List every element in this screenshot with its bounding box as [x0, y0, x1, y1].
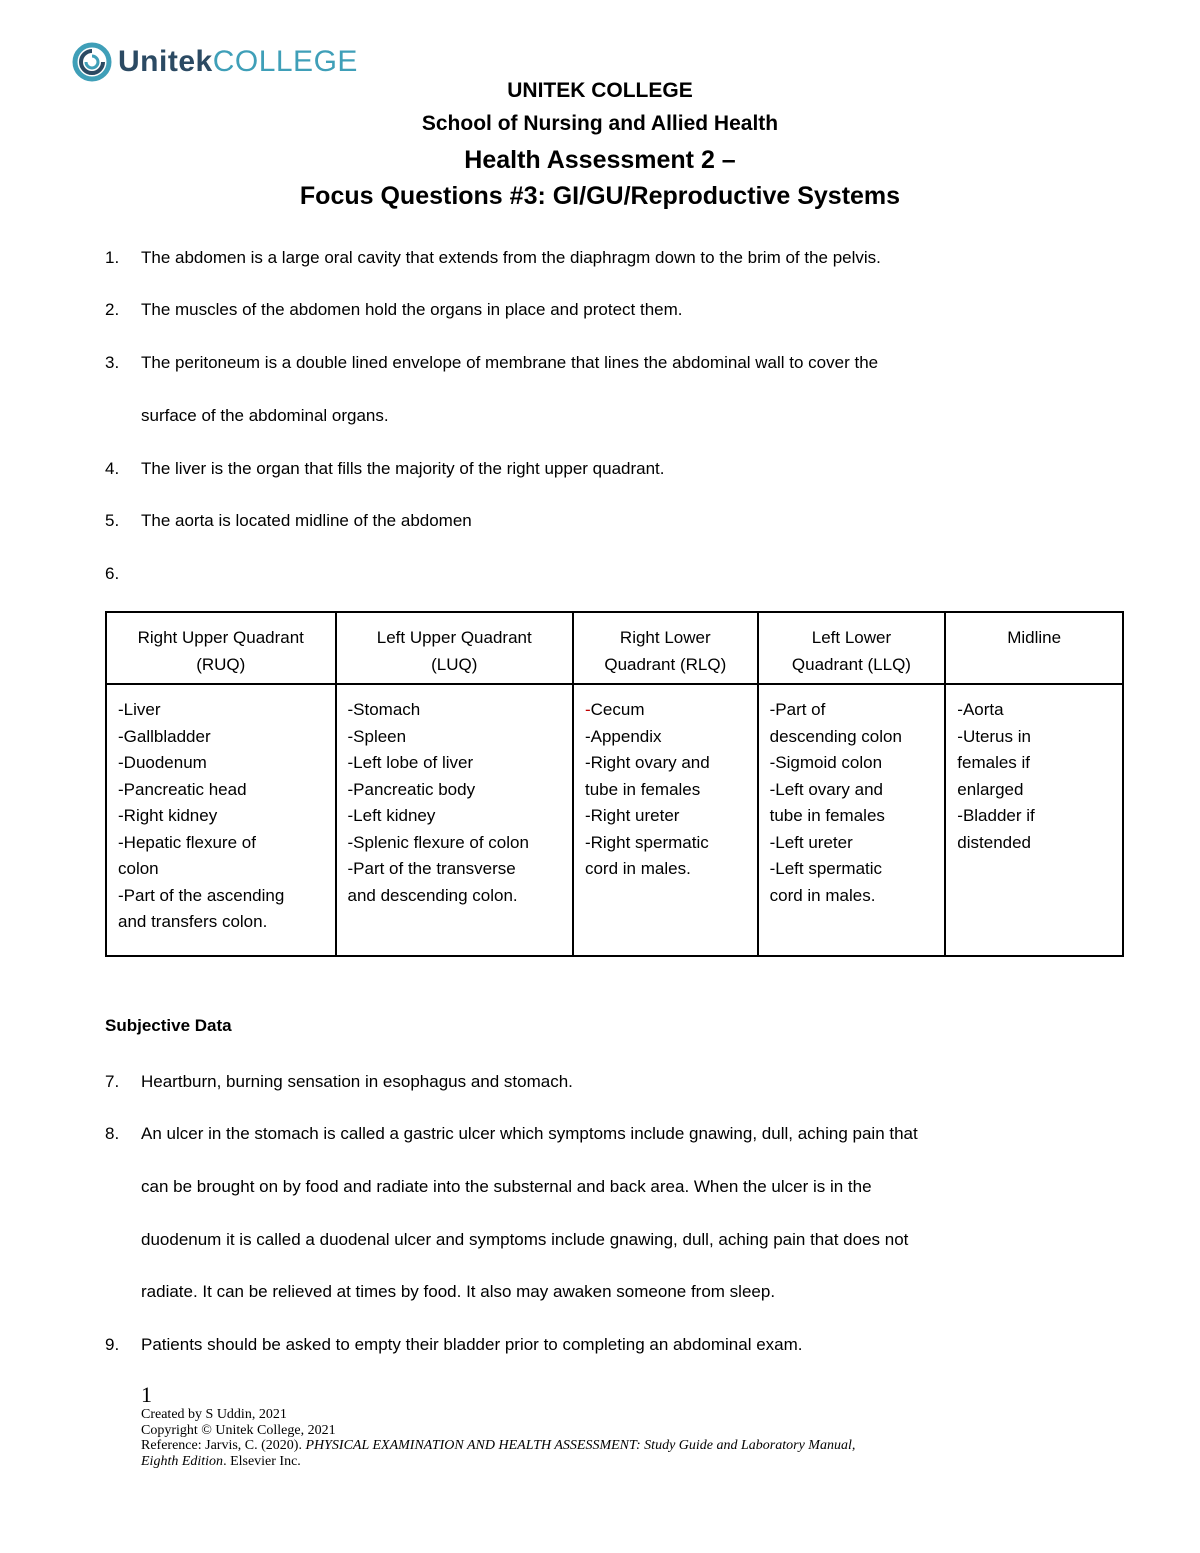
document-header	[0, 76, 1200, 214]
question-2: 2. The muscles of the abdomen hold the organs in place and protect them.	[105, 300, 683, 319]
question-7: 7. Heartburn, burning sensation in esophagus and stomach.	[105, 1072, 573, 1091]
table-row	[106, 684, 1123, 956]
document-title: Focus Questions #3: GI/GU/Reproductive Systems	[299, 182, 901, 210]
reference: Reference: Jarvis, C. (2020). PHYSICAL EXAMINATION AND HEALTH ASSESSMENT: Study Guide and Laboratory Manual,	[141, 1438, 856, 1453]
question-8-line-3: duodenum it is called a duodenal ulcer and symptoms include gnawing, dull, aching pain that does not	[141, 1230, 909, 1249]
question-5: 5. The aorta is located midline of the abdomen	[105, 511, 472, 530]
page-number: 1	[141, 1382, 152, 1407]
header-midline: Midline	[945, 612, 1123, 684]
cell-ruq: -Liver -Gallbladder -Duodenum -Pancreatic head -Right kidney -Hepatic flexure of colon -Part of the ascending and transfers colon.	[106, 684, 336, 956]
question-8-line-4: radiate. It can be relieved at times by food. It also may awaken someone from sleep.	[141, 1282, 776, 1301]
cell-llq: -Part of descending colon -Sigmoid colon -Left ovary and tube in females -Left ureter -Left spermatic cord in males.	[758, 684, 946, 956]
abdominal-quadrant-table	[105, 611, 1124, 957]
question-8: 8. An ulcer in the stomach is called a gastric ulcer which symptoms include gnawing, dull, aching pain that	[105, 1124, 918, 1143]
document-footer	[141, 1407, 855, 1469]
question-3: 3. The peritoneum is a double lined envelope of membrane that lines the abdominal wall to cover the	[105, 353, 879, 372]
created-by: Created by S Uddin, 2021	[141, 1407, 287, 1422]
cell-midline: -Aorta -Uterus in females if enlarged -Bladder if distended	[945, 684, 1123, 956]
header-llq: Left Lower Quadrant (LLQ)	[758, 612, 946, 684]
reference-edition: Eighth Edition. Elsevier Inc.	[141, 1453, 301, 1469]
institution-name: UNITEK COLLEGE	[507, 79, 693, 102]
copyright: Copyright © Unitek College, 2021	[141, 1422, 336, 1438]
cell-luq: -Stomach -Spleen -Left lobe of liver -Pancreatic body -Left kidney -Splenic flexure of colon -Part of the transverse and descending colon.	[336, 684, 573, 956]
question-4: 4. The liver is the organ that fills the majority of the right upper quadrant.	[105, 459, 665, 478]
school-name: School of Nursing and Allied Health	[421, 112, 779, 135]
table-header-row	[106, 612, 1123, 684]
logo-wordmark: UnitekCOLLEGE	[118, 45, 358, 78]
question-1: 1. The abdomen is a large oral cavity that extends from the diaphragm down to the brim of the pelvis.	[105, 248, 881, 267]
subjective-data-heading: Subjective Data	[105, 1016, 232, 1035]
question-9: 9. Patients should be asked to empty their bladder prior to completing an abdominal exam.	[105, 1335, 803, 1354]
question-6: 6.	[105, 564, 120, 583]
red-dash-mark: -	[584, 700, 591, 719]
header-rlq: Right Lower Quadrant (RLQ)	[573, 612, 758, 684]
header-ruq: Right Upper Quadrant (RUQ)	[106, 612, 336, 684]
header-luq: Left Upper Quadrant (LUQ)	[336, 612, 573, 684]
cell-rlq: -Cecum -Appendix -Right ovary and tube in females -Right ureter -Right spermatic cord in males.	[573, 684, 758, 956]
question-3-continued: surface of the abdominal organs.	[141, 406, 389, 425]
question-8-line-2: can be brought on by food and radiate into the substernal and back area. When the ulcer is in the	[141, 1177, 872, 1196]
course-title: Health Assessment 2 –	[464, 146, 736, 174]
